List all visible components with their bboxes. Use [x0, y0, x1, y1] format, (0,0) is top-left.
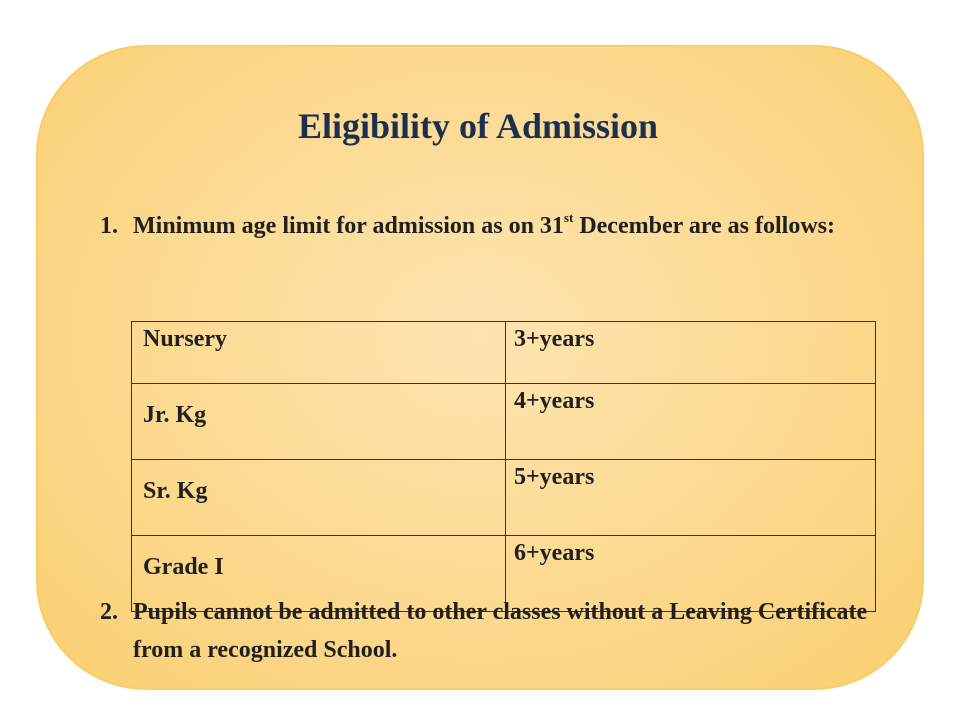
- age-limit-point: [100, 207, 890, 245]
- class-cell: Jr. Kg: [132, 384, 506, 460]
- age-cell: 4+years: [506, 384, 876, 460]
- point-text: Pupils cannot be admitted to other classes without a Leaving Certificate from a recognized School.: [133, 599, 868, 663]
- point-text-start: Minimum age limit for admission as on 31: [133, 213, 564, 239]
- leaving-certificate-point: [100, 593, 890, 669]
- age-cell: 6+years: [506, 536, 876, 612]
- page-title: Eligibility of Admission: [297, 106, 659, 146]
- point-text-end: December are as follows:: [573, 213, 836, 239]
- age-limit-table: [131, 321, 876, 612]
- table-row: [132, 322, 876, 384]
- point-number: 2.: [100, 599, 118, 625]
- table-row: [132, 460, 876, 536]
- point-number: 1.: [100, 213, 118, 239]
- point-text: [133, 207, 890, 245]
- class-cell: Grade I: [132, 536, 506, 612]
- age-cell: 3+years: [506, 322, 876, 384]
- date-superscript: st: [563, 210, 574, 225]
- table-row: [132, 384, 876, 460]
- age-cell: 5+years: [506, 460, 876, 536]
- class-cell: Nursery: [132, 322, 506, 384]
- class-cell: Sr. Kg: [132, 460, 506, 536]
